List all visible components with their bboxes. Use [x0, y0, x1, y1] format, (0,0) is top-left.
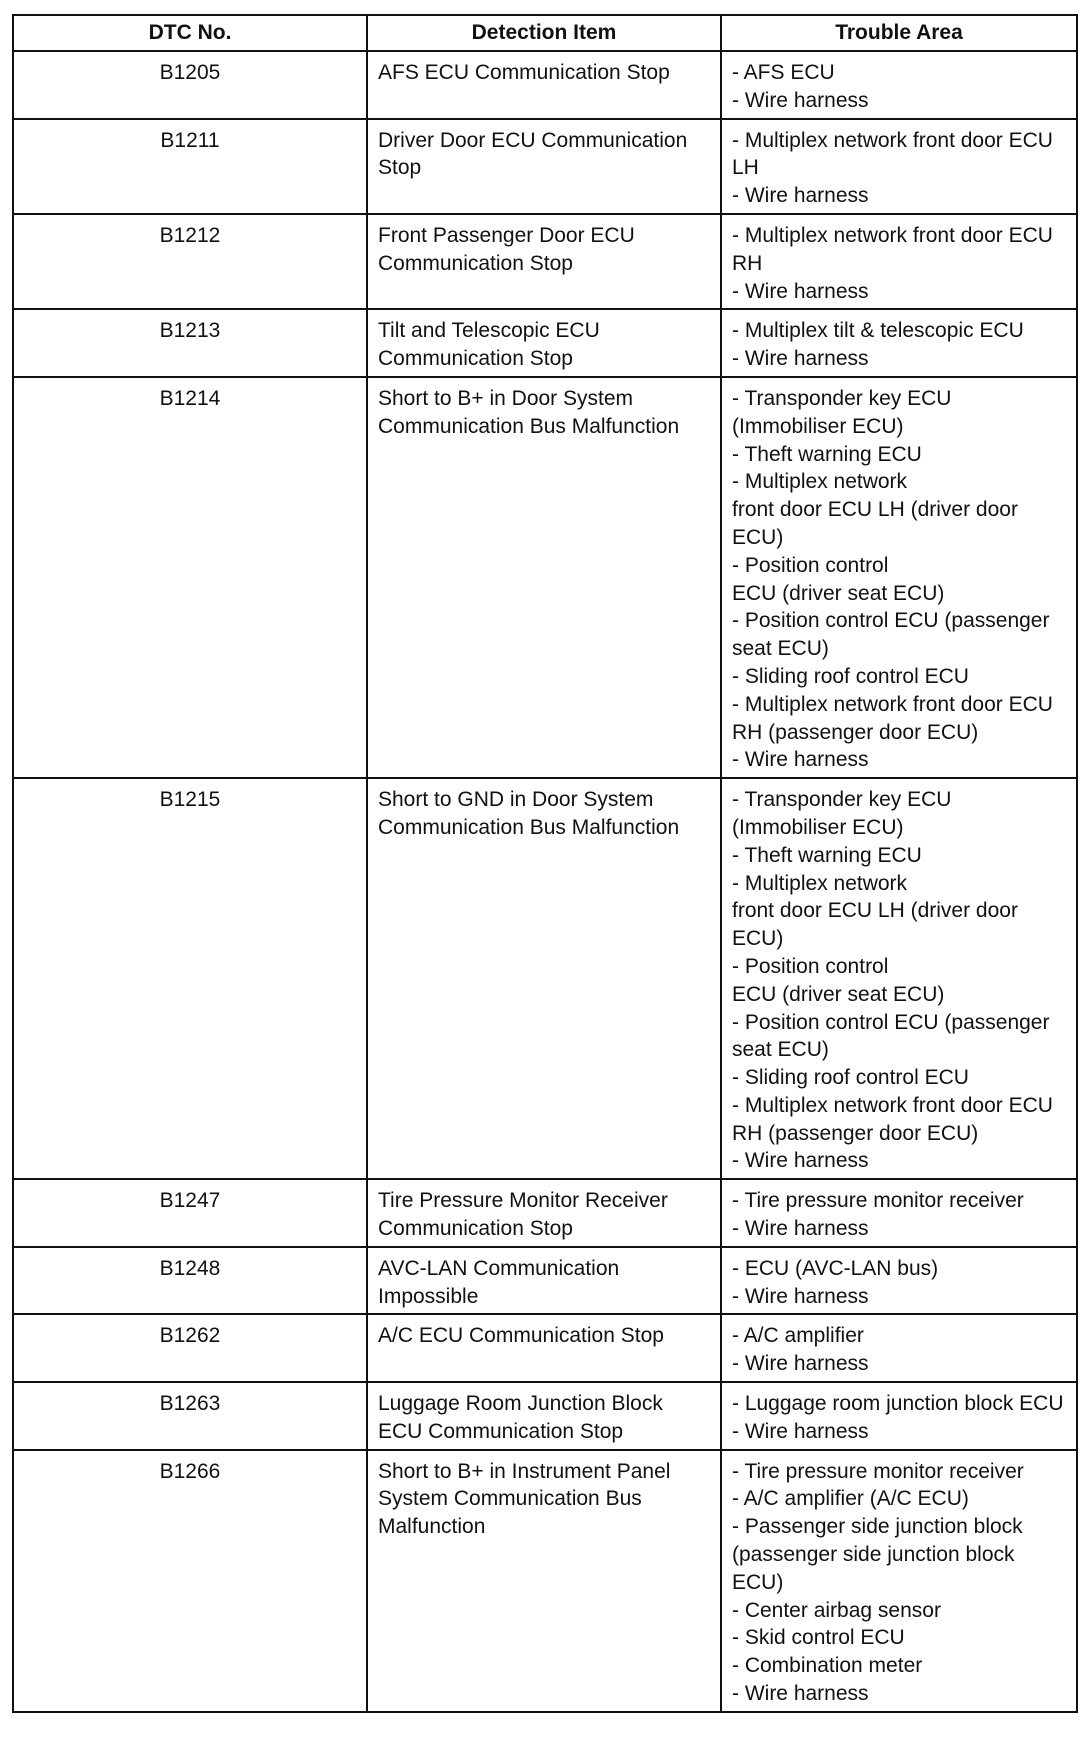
table-row [13, 119, 1077, 214]
trouble-area-line: - Multiplex network [732, 871, 908, 895]
trouble-area-line: - Theft warning ECU [732, 442, 922, 466]
header-detection-item: Detection Item [367, 15, 721, 51]
trouble-area-line: - Position control [732, 954, 889, 978]
trouble-area-line: - Wire harness [732, 1419, 869, 1443]
trouble-area [721, 1314, 1077, 1382]
trouble-area [721, 119, 1077, 214]
trouble-area-line: - Position control [732, 553, 889, 577]
detection-item: Front Passenger Door ECU Communication Stop [367, 214, 721, 309]
trouble-area-line: - Skid control ECU [732, 1626, 905, 1650]
table-row [13, 1314, 1077, 1382]
trouble-area-line: ECU (driver seat ECU) [732, 982, 945, 1006]
table-row [13, 778, 1077, 1179]
trouble-area-line: - Position control ECU (passenger seat ECU) [732, 609, 1050, 661]
trouble-area-line: - Multiplex tilt & telescopic ECU [732, 319, 1024, 343]
trouble-area-line: front door ECU LH (driver door ECU) [732, 498, 1018, 549]
dtc-code: B1213 [13, 309, 367, 377]
trouble-area-line: - Passenger side junction block (passenger side junction block ECU) [732, 1515, 1023, 1594]
table-row [13, 1450, 1077, 1712]
header-row [13, 15, 1077, 51]
table-row [13, 1247, 1077, 1315]
table-row [13, 377, 1077, 778]
trouble-area-line: - ECU (AVC-LAN bus) [732, 1256, 939, 1280]
table-header [13, 15, 1077, 51]
trouble-area-line: - A/C amplifier (A/C ECU) [732, 1487, 969, 1511]
dtc-table [12, 14, 1078, 1713]
trouble-area-line: - Tire pressure monitor receiver [732, 1189, 1024, 1213]
trouble-area [721, 51, 1077, 119]
trouble-area [721, 309, 1077, 377]
trouble-area-line: - Wire harness [732, 184, 869, 208]
trouble-area-line: - Theft warning ECU [732, 843, 922, 867]
trouble-area-line: - Combination meter [732, 1654, 923, 1678]
dtc-code: B1247 [13, 1179, 367, 1247]
trouble-area [721, 1382, 1077, 1450]
trouble-area-line: - Position control ECU (passenger seat ECU) [732, 1010, 1050, 1062]
dtc-code: B1214 [13, 377, 367, 778]
trouble-area [721, 1247, 1077, 1315]
trouble-area-line: - Transponder key ECU (Immobiliser ECU) [732, 788, 952, 839]
detection-item: Tilt and Telescopic ECU Communication Stop [367, 309, 721, 377]
trouble-area-line: - AFS ECU [732, 61, 835, 84]
detection-item: Short to B+ in Door System Communication Bus Malfunction [367, 377, 721, 778]
table-row [13, 1382, 1077, 1450]
trouble-area-line: - Wire harness [732, 347, 869, 371]
dtc-code: B1266 [13, 1450, 367, 1712]
trouble-area-line: - Sliding roof control ECU [732, 664, 969, 688]
dtc-code: B1212 [13, 214, 367, 309]
trouble-area-line: - Wire harness [732, 1149, 869, 1173]
trouble-area-line: - Tire pressure monitor receiver [732, 1459, 1024, 1483]
detection-item: Luggage Room Junction Block ECU Communication Stop [367, 1382, 721, 1450]
header-dtc-no: DTC No. [13, 15, 367, 51]
trouble-area-line: - Transponder key ECU (Immobiliser ECU) [732, 386, 952, 438]
trouble-area [721, 1179, 1077, 1247]
detection-item: AVC-LAN Communication Impossible [367, 1247, 721, 1315]
table-row [13, 214, 1077, 309]
trouble-area-line: - Multiplex network front door ECU RH (passenger door ECU) [732, 1093, 1053, 1145]
trouble-area-line: - Center airbag sensor [732, 1598, 941, 1622]
dtc-code: B1262 [13, 1314, 367, 1382]
trouble-area-line: - Multiplex network [732, 470, 908, 494]
table-row [13, 1179, 1077, 1247]
trouble-area-line: - Multiplex network front door ECU LH [732, 128, 1053, 180]
trouble-area-line: front door ECU LH (driver door ECU) [732, 899, 1018, 951]
trouble-area-line: ECU (driver seat ECU) [732, 581, 945, 605]
trouble-area [721, 778, 1077, 1179]
detection-item: Tire Pressure Monitor Receiver Communication Stop [367, 1179, 721, 1247]
detection-item: AFS ECU Communication Stop [367, 51, 721, 119]
dtc-code: B1248 [13, 1247, 367, 1315]
header-trouble-area: Trouble Area [721, 15, 1077, 51]
trouble-area-line: - Sliding roof control ECU [732, 1066, 969, 1090]
detection-item: Short to GND in Door System Communication Bus Malfunction [367, 778, 721, 1179]
table-row [13, 309, 1077, 377]
trouble-area-line: - Multiplex network front door ECU RH (passenger door ECU) [732, 692, 1053, 744]
dtc-code: B1205 [13, 51, 367, 119]
trouble-area-line: - Wire harness [732, 1352, 869, 1376]
trouble-area-line: - Wire harness [732, 748, 869, 772]
trouble-area-line: - Luggage room junction block ECU [732, 1392, 1064, 1416]
trouble-area-line: - Wire harness [732, 1217, 869, 1241]
trouble-area-line: - Wire harness [732, 88, 869, 112]
trouble-area-line: - Wire harness [732, 1284, 869, 1308]
detection-item: Short to B+ in Instrument Panel System Communication Bus Malfunction [367, 1450, 721, 1712]
dtc-code: B1211 [13, 119, 367, 214]
trouble-area [721, 1450, 1077, 1712]
table-body [13, 51, 1077, 1712]
table-row [13, 51, 1077, 119]
trouble-area [721, 377, 1077, 778]
trouble-area-line: - A/C amplifier [732, 1324, 864, 1348]
dtc-code: B1263 [13, 1382, 367, 1450]
detection-item: Driver Door ECU Communication Stop [367, 119, 721, 214]
trouble-area [721, 214, 1077, 309]
trouble-area-line: - Wire harness [732, 279, 869, 303]
dtc-code: B1215 [13, 778, 367, 1179]
detection-item: A/C ECU Communication Stop [367, 1314, 721, 1382]
trouble-area-line: - Multiplex network front door ECU RH [732, 223, 1053, 275]
trouble-area-line: - Wire harness [732, 1682, 869, 1706]
